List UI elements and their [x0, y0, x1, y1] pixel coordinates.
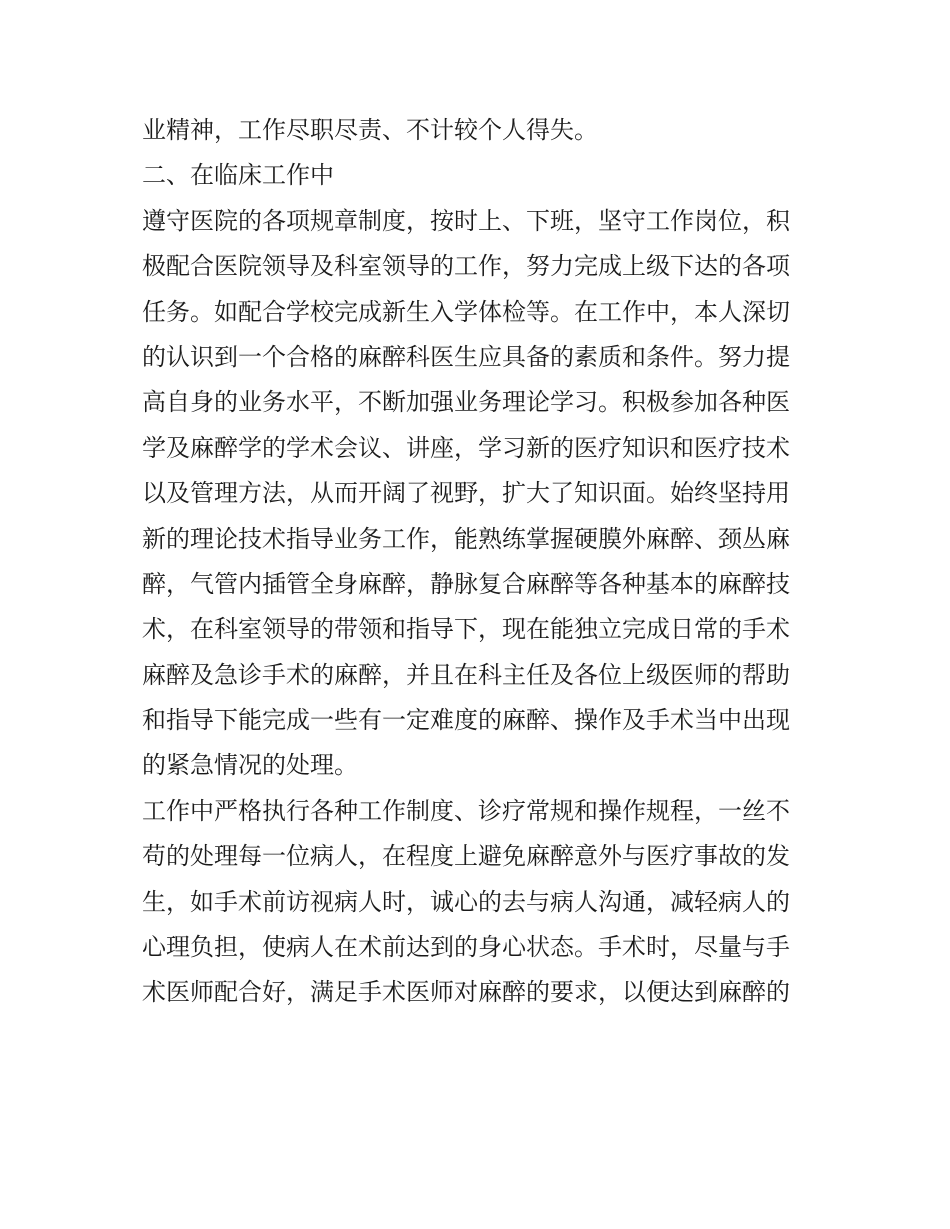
text-line: 高自身的业务水平，不断加强业务理论学习。积极参加各种医 [142, 388, 790, 417]
text-line: 生，如手术前访视病人时，诚心的去与病人沟通，减轻病人的 [142, 887, 790, 916]
text-line: 的紧急情况的处理。 [142, 751, 358, 780]
text-line: 的认识到一个合格的麻醉科医生应具备的素质和条件。努力提 [142, 342, 790, 371]
text-line: 任务。如配合学校完成新生入学体检等。在工作中，本人深切 [142, 297, 790, 326]
text-line: 心理负担，使病人在术前达到的身心状态。手术时，尽量与手 [142, 933, 790, 962]
text-line: 学及麻醉学的学术会议、讲座，学习新的医疗知识和医疗技术 [142, 433, 790, 462]
text-line: 麻醉及急诊手术的麻醉，并且在科主任及各位上级医师的帮助 [142, 660, 790, 689]
text-line: 新的理论技术指导业务工作，能熟练掌握硬膜外麻醉、颈丛麻 [142, 524, 790, 553]
text-line: 极配合医院领导及科室领导的工作，努力完成上级下达的各项 [142, 252, 790, 281]
text-line: 和指导下能完成一些有一定难度的麻醉、操作及手术当中出现 [142, 706, 790, 735]
text-line: 以及管理方法，从而开阔了视野，扩大了知识面。始终坚持用 [142, 479, 790, 508]
section-heading: 二、在临床工作中 [142, 161, 334, 190]
text-line: 术，在科室领导的带领和指导下，现在能独立完成日常的手术 [142, 615, 790, 644]
text-line: 苟的处理每一位病人，在程度上避免麻醉意外与医疗事故的发 [142, 842, 790, 871]
text-line: 醉，气管内插管全身麻醉，静脉复合麻醉等各种基本的麻醉技 [142, 569, 790, 598]
text-line: 遵守医院的各项规章制度，按时上、下班，坚守工作岗位，积 [142, 206, 790, 235]
text-line: 工作中严格执行各种工作制度、诊疗常规和操作规程，一丝不 [142, 796, 790, 825]
text-line: 术医师配合好，满足手术医师对麻醉的要求，以便达到麻醉的 [142, 978, 790, 1007]
text-line: 业精神，工作尽职尽责、不计较个人得失。 [142, 116, 598, 144]
document-body [142, 108, 814, 1016]
